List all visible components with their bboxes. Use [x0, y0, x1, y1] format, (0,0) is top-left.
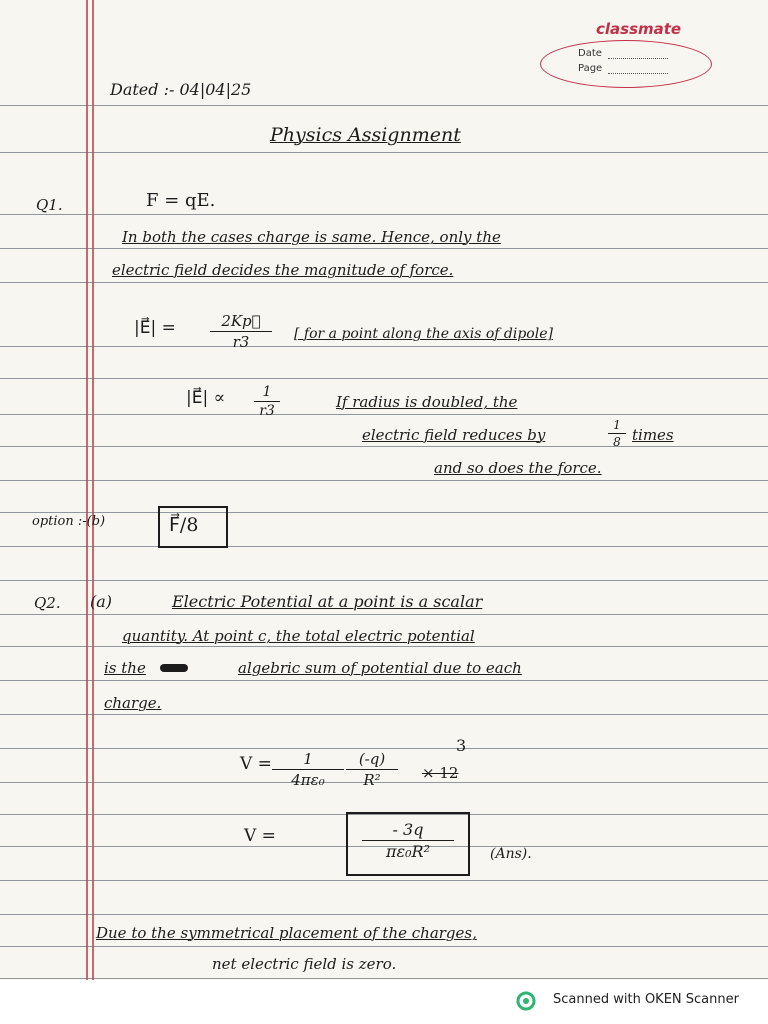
- q2-line5: Due to the symmetrical placement of the charges,: [96, 924, 477, 942]
- ruled-line: [0, 282, 768, 283]
- v1-three: 3: [456, 736, 467, 755]
- ruled-line: [0, 152, 768, 153]
- ruled-line: [0, 346, 768, 347]
- ruled-line: [0, 378, 768, 379]
- v1-den1: 4πε₀: [291, 771, 325, 789]
- classmate-logo: [536, 18, 718, 88]
- v2-fraction: [362, 820, 454, 861]
- v2-lhs: V =: [244, 826, 276, 846]
- dated-line: Dated :- 04|04|25: [110, 80, 252, 99]
- ruled-line: [0, 512, 768, 513]
- v1-lhs: V =: [240, 754, 272, 774]
- q1-text1: If radius is doubled, the: [336, 393, 518, 411]
- scanner-watermark: Scanned with OKEN Scanner: [553, 992, 739, 1007]
- v1-bar2: [346, 769, 398, 770]
- q2-line3b: algebric sum of potential due to each: [238, 659, 522, 677]
- margin-line-right: [92, 0, 94, 980]
- ruled-line: [0, 105, 768, 106]
- v1-den2: R²: [363, 771, 381, 789]
- q2-line2: quantity. At point c, the total electric potential: [122, 627, 475, 645]
- reduce-denominator: 8: [613, 435, 621, 449]
- v1-num2: (-q): [358, 750, 386, 768]
- prop-numerator: 1: [262, 384, 272, 400]
- reduce-fraction: [608, 418, 626, 449]
- answer-box: [158, 506, 228, 548]
- reduce-fraction-bar: [608, 433, 626, 434]
- v1-multiplier: × 12: [422, 764, 459, 782]
- ruled-line: [0, 914, 768, 915]
- prop-fraction: [254, 384, 280, 419]
- option-label: option :-(b): [32, 514, 106, 529]
- q2-line1: Electric Potential at a point is a scalar: [172, 592, 483, 611]
- field-denominator: r3: [232, 333, 250, 351]
- v2-answer-box: [346, 812, 470, 876]
- ruled-line: [0, 714, 768, 715]
- ruled-line: [0, 546, 768, 547]
- field-numerator: 2Kp⃗: [221, 312, 261, 330]
- q1-text3: and so does the force.: [434, 459, 602, 477]
- q2-line3a: is the: [104, 659, 146, 677]
- q1-line2: electric field decides the magnitude of force.: [112, 261, 454, 279]
- ruled-line: [0, 480, 768, 481]
- ruled-line: [0, 214, 768, 215]
- v1-bar1: [272, 769, 344, 770]
- reduce-numerator: 1: [613, 418, 621, 432]
- v2-num: - 3q: [392, 820, 424, 839]
- v1-num1: 1: [303, 750, 313, 768]
- page-dots: [608, 73, 668, 74]
- ruled-line: [0, 646, 768, 647]
- v1-fraction-2: [346, 750, 398, 789]
- q1-text2a: electric field reduces by: [362, 426, 546, 444]
- q1-line1: In both the cases charge is same. Hence, only the: [122, 228, 501, 246]
- ruled-line: [0, 680, 768, 681]
- answer-text: F⃗/8: [169, 514, 199, 536]
- prop-fraction-bar: [254, 401, 280, 402]
- q1-formula: F = qE.: [146, 190, 216, 211]
- margin-line-left: [86, 0, 88, 980]
- prop-denominator: r3: [259, 403, 275, 419]
- q1-text2b: times: [632, 426, 674, 444]
- page-title: Physics Assignment: [270, 124, 461, 146]
- oken-scanner-icon: [516, 991, 536, 1011]
- prop-lhs: |E⃗| ∝: [186, 388, 226, 408]
- q2-line4: charge.: [104, 694, 162, 712]
- field-note: [ for a point along the axis of dipole]: [294, 326, 553, 342]
- q1-number: Q1.: [36, 196, 63, 214]
- ruled-line: [0, 414, 768, 415]
- ruled-line: [0, 580, 768, 581]
- field-lhs: |E⃗| =: [134, 318, 176, 338]
- v2-den: πε₀R²: [386, 842, 430, 861]
- date-dots: [608, 58, 668, 59]
- brand-text: classmate: [596, 20, 682, 38]
- q2-number: Q2.: [34, 594, 61, 612]
- field-fraction: [210, 312, 272, 351]
- date-page-oval: [540, 40, 712, 88]
- ruled-line: [0, 946, 768, 947]
- ans-label: (Ans).: [490, 846, 532, 862]
- ruled-line: [0, 446, 768, 447]
- scribble-mark: [160, 664, 188, 672]
- v1-fraction-1: [272, 750, 344, 789]
- q2-part: (a): [90, 592, 113, 611]
- q2-line6: net electric field is zero.: [212, 955, 397, 973]
- page-label: Page: [578, 63, 603, 74]
- ruled-line: [0, 614, 768, 615]
- v2-bar: [362, 840, 454, 841]
- date-label: Date: [578, 48, 602, 59]
- ruled-line: [0, 880, 768, 881]
- ruled-line: [0, 248, 768, 249]
- field-fraction-bar: [210, 331, 272, 332]
